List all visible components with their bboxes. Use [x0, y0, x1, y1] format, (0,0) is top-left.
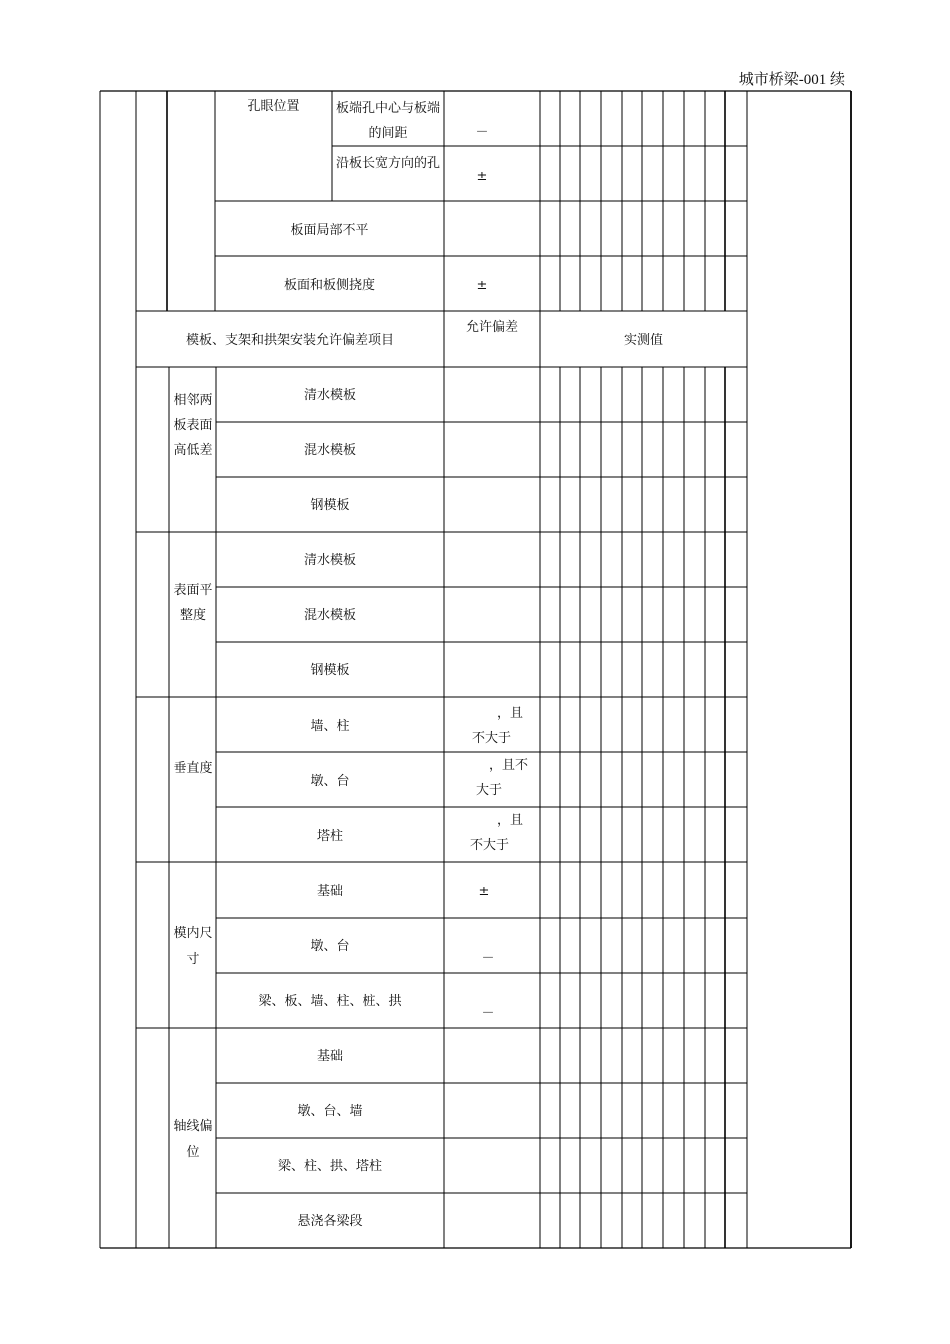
vertical-pier-abutment-tol-a: ，且不	[489, 758, 529, 773]
document-id-header: 城市桥梁-001 续	[738, 72, 845, 88]
vertical-wall-column-tol-a: ，且	[497, 706, 524, 721]
hole-end-spacing-label: 板端孔中心与板端的间距	[335, 101, 440, 141]
measured-column-header: 实测值	[623, 333, 663, 348]
vertical-pier-abutment: 墩、台	[310, 774, 350, 789]
adjacent-steel-formwork: 钢模板	[310, 498, 350, 513]
tolerance-column-header: 允许偏差	[465, 320, 518, 335]
surface-clear-formwork: 清水模板	[303, 553, 356, 568]
inner-pier-abutment: 墩、台	[310, 939, 350, 954]
axis-pier-abutment-wall: 墩、台、墙	[297, 1104, 363, 1119]
vertical-pylon-tol-a: ，且	[497, 813, 524, 828]
inner-pier-abutment-tolerance: －	[481, 951, 495, 966]
vertical-pylon-tol-b: 不大于	[470, 838, 510, 853]
surface-steel-formwork: 钢模板	[310, 663, 350, 678]
hole-length-width-label: 沿板长宽方向的孔	[335, 156, 440, 171]
inner-foundation: 基础	[316, 884, 343, 899]
axis-foundation: 基础	[316, 1049, 343, 1064]
verticality-label: 垂直度	[173, 761, 213, 776]
axis-offset-label: 轴线偏位	[173, 1119, 213, 1160]
surface-flatness-label: 表面平整度	[173, 583, 213, 623]
inner-beam-etc: 梁、板、墙、柱、桩、拱	[258, 994, 402, 1009]
adjacent-height-diff-label: 相邻两板表面高低差	[173, 393, 213, 458]
hole-position-label: 孔眼位置	[247, 99, 300, 114]
board-deflection-tolerance: ±	[476, 278, 488, 293]
axis-cantilever-segments: 悬浇各梁段	[297, 1214, 363, 1229]
vertical-pier-abutment-tol-b: 大于	[476, 783, 503, 798]
adjacent-clear-formwork: 清水模板	[303, 388, 356, 403]
board-deflection-label: 板面和板侧挠度	[283, 278, 375, 293]
adjacent-mixed-formwork: 混水模板	[303, 443, 356, 458]
vertical-wall-column-tol-b: 不大于	[472, 731, 512, 746]
hole-end-spacing-tolerance: －	[475, 125, 489, 140]
install-section-header: 模板、支架和拱架安装允许偏差项目	[185, 333, 394, 348]
surface-mixed-formwork: 混水模板	[303, 608, 356, 623]
inner-foundation-tolerance: ±	[478, 884, 490, 899]
hole-length-width-tolerance: ±	[476, 169, 488, 184]
vertical-pylon: 塔柱	[316, 829, 343, 844]
inner-beam-etc-tolerance: －	[481, 1006, 495, 1021]
inner-size-label: 模内尺寸	[173, 926, 213, 967]
vertical-wall-column: 墙、柱	[310, 719, 350, 734]
axis-beam-column-arch-pylon: 梁、柱、拱、塔柱	[277, 1159, 382, 1174]
board-unevenness-label: 板面局部不平	[290, 223, 369, 238]
